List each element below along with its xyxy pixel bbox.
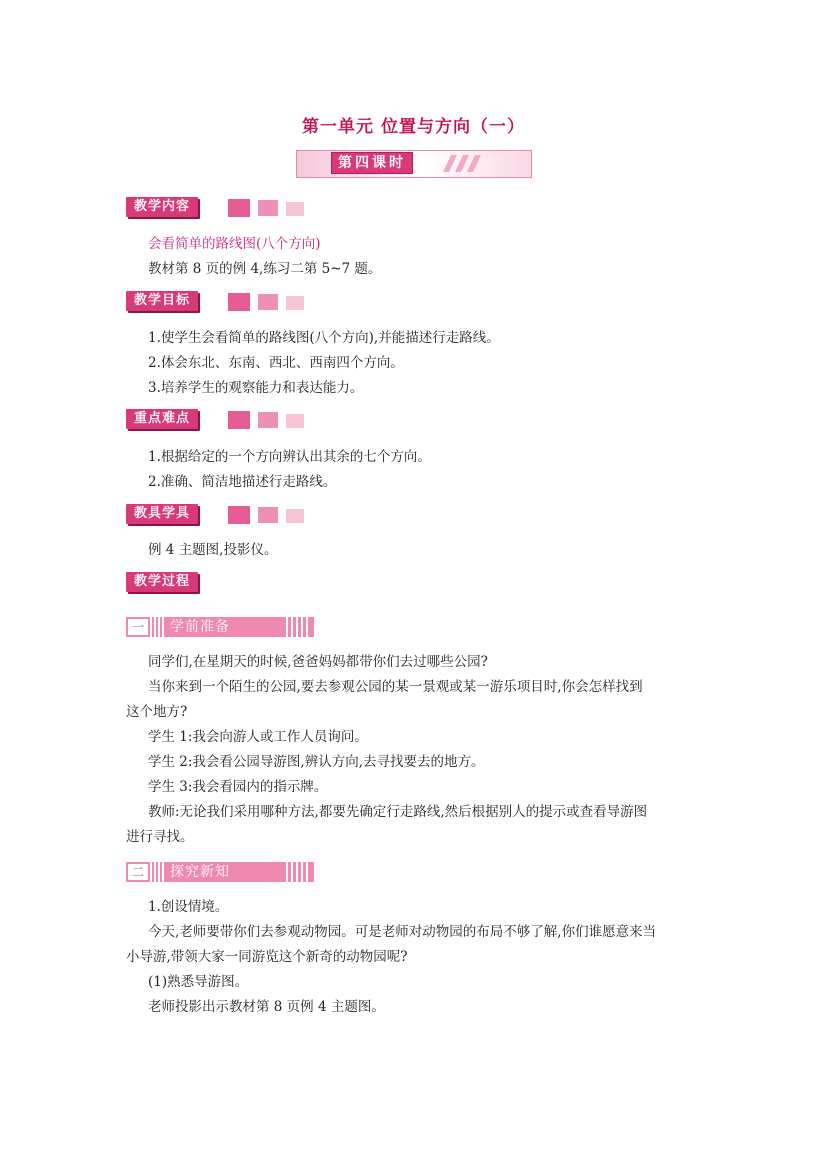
paragraph-line: 学生 2:我会看公园导游图,辨认方向,去寻找要去的地方。 bbox=[148, 754, 485, 770]
lesson-banner bbox=[296, 150, 532, 178]
phase-number: 二 bbox=[128, 864, 148, 880]
section-label-process: 教学过程 bbox=[126, 572, 198, 592]
section-label-goals: 教学目标 bbox=[126, 291, 198, 311]
section-label-tools: 教具学具 bbox=[126, 504, 198, 524]
phase-header bbox=[126, 862, 314, 882]
section-label-content: 教学内容 bbox=[126, 197, 198, 217]
decor-square bbox=[286, 202, 304, 216]
phase-bar-stripes bbox=[150, 862, 166, 882]
phase-number: 一 bbox=[128, 619, 148, 635]
paragraph-line: 同学们,在星期天的时候,爸爸妈妈都带你们去过哪些公园? bbox=[148, 654, 488, 670]
phase-bar-stripes bbox=[286, 862, 310, 882]
lesson-tag: 第四课时 bbox=[331, 152, 413, 174]
phase-title: 学前准备 bbox=[170, 619, 230, 635]
content-topic: 会看简单的路线图(八个方向) bbox=[148, 236, 321, 252]
paragraph-line: (1)熟悉导游图。 bbox=[148, 974, 249, 990]
decor-square bbox=[286, 414, 304, 428]
paragraph-line: 当你来到一个陌生的公园,要去参观公园的某一景观或某一游乐项目时,你会怎样找到 bbox=[148, 679, 643, 695]
phase-bar-stripes bbox=[286, 617, 310, 637]
decor-square bbox=[228, 293, 250, 311]
goal-item: 2.体会东北、东南、西北、西南四个方向。 bbox=[148, 355, 404, 371]
decor-square bbox=[286, 296, 304, 310]
paragraph-line: 今天,老师要带你们去参观动物园。可是老师对动物园的布局不够了解,你们谁愿意来当 bbox=[148, 924, 657, 940]
decor-square bbox=[228, 411, 250, 429]
paragraph-line: 1.创设情境。 bbox=[148, 899, 229, 915]
decor-square bbox=[258, 412, 278, 428]
phase-title: 探究新知 bbox=[170, 864, 230, 880]
decor-square bbox=[228, 506, 250, 524]
content-detail: 教材第 8 页的例 4,练习二第 5~7 题。 bbox=[148, 261, 382, 277]
decor-square bbox=[286, 509, 304, 523]
phase-bar-stripes bbox=[150, 617, 166, 637]
paragraph-line: 学生 1:我会向游人或工作人员询问。 bbox=[148, 729, 368, 745]
banner-stripe bbox=[467, 155, 481, 172]
paragraph-line: 学生 3:我会看园内的指示牌。 bbox=[148, 779, 328, 795]
goal-item: 1.使学生会看简单的路线图(八个方向),并能描述行走路线。 bbox=[148, 330, 500, 346]
page-title: 第一单元 位置与方向（一） bbox=[302, 117, 525, 137]
paragraph-line: 教师:无论我们采用哪种方法,都要先确定行走路线,然后根据别人的提示或查看导游图 bbox=[148, 804, 648, 820]
decor-square bbox=[228, 199, 250, 217]
tools-text: 例 4 主题图,投影仪。 bbox=[148, 542, 278, 558]
decor-square bbox=[258, 200, 278, 216]
paragraph-line: 老师投影出示教材第 8 页例 4 主题图。 bbox=[148, 999, 385, 1015]
key-point-item: 1.根据给定的一个方向辨认出其余的七个方向。 bbox=[148, 449, 431, 465]
paragraph-line: 这个地方? bbox=[126, 704, 188, 720]
phase-header bbox=[126, 617, 314, 637]
paragraph-line: 进行寻找。 bbox=[126, 829, 194, 845]
goal-item: 3.培养学生的观察能力和表达能力。 bbox=[148, 380, 364, 396]
decor-square bbox=[258, 294, 278, 310]
section-label-key-points: 重点难点 bbox=[126, 409, 198, 429]
decor-square bbox=[258, 507, 278, 523]
key-point-item: 2.准确、简洁地描述行走路线。 bbox=[148, 474, 337, 490]
paragraph-line: 小导游,带领大家一同游览这个新奇的动物园呢? bbox=[126, 949, 408, 965]
